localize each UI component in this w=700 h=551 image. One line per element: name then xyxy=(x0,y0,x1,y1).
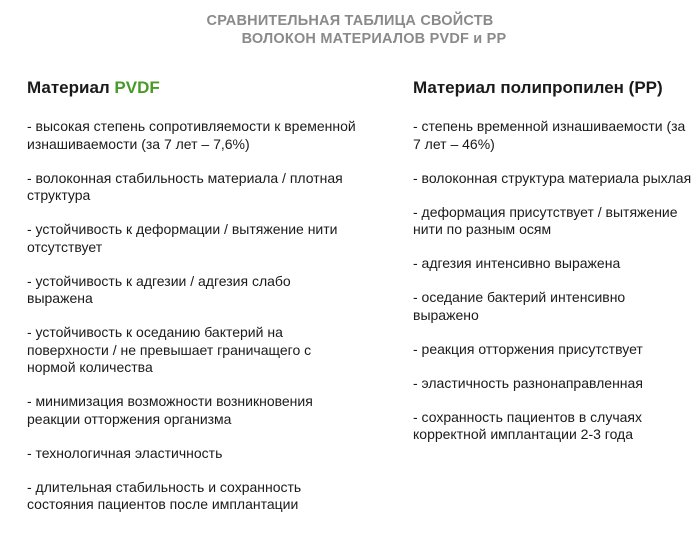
list-item: - эластичность разнонаправленная xyxy=(413,374,643,391)
pvdf-column xyxy=(27,78,357,530)
list-item: - степень временной изнашиваемости (за 7 лет – 46%) xyxy=(413,118,686,152)
pp-column xyxy=(413,78,693,460)
list-item: - сохранность пациентов в случаях корректной имплантации 2-3 года xyxy=(413,408,643,442)
list-item: - технологичная эластичность xyxy=(27,444,223,461)
list-item: - волоконная стабильность материала / плотная структура xyxy=(27,169,343,203)
list-item: - устойчивость к адгезии / адгезия слабо выражена xyxy=(27,272,291,306)
list-item: - устойчивость к оседанию бактерий на поверхности / не превышает граничащего с нормой количества xyxy=(27,324,312,375)
list-item: - высокая степень сопротивляемости к временной изнашиваемости (за 7 лет – 7,6%) xyxy=(27,118,356,152)
pp-properties-list xyxy=(413,118,693,444)
list-item: - устойчивость к деформации / вытяжение нити отсутствует xyxy=(27,221,338,255)
pp-heading: Материал полипропилен (PP) xyxy=(413,78,663,97)
list-item: - реакция отторжения присутствует xyxy=(413,340,643,357)
list-item: - адгезия интенсивно выражена xyxy=(413,255,621,271)
pvdf-heading-prefix: Материал xyxy=(27,78,115,97)
pvdf-heading xyxy=(27,78,357,98)
pvdf-heading-accent: PVDF xyxy=(114,78,160,97)
list-item: - волоконная структура материала рыхлая xyxy=(413,169,692,186)
title-line-1: СРАВНИТЕЛЬНАЯ ТАБЛИЦА СВОЙСТВ xyxy=(206,13,494,29)
list-item: - длительная стабильность и сохранность состояния пациентов после имплантации xyxy=(27,478,302,512)
page-title xyxy=(0,12,700,48)
list-item: - деформация присутствует / вытяжение нити по разным осям xyxy=(413,203,678,237)
title-line-2: ВОЛОКОН МАТЕРИАЛОВ PVDF и PP xyxy=(241,31,507,47)
list-item: - минимизация возможности возникновения реакции отторжения организма xyxy=(27,393,313,427)
pvdf-properties-list xyxy=(27,118,357,514)
list-item: - оседание бактерий интенсивно выражено xyxy=(413,289,626,323)
